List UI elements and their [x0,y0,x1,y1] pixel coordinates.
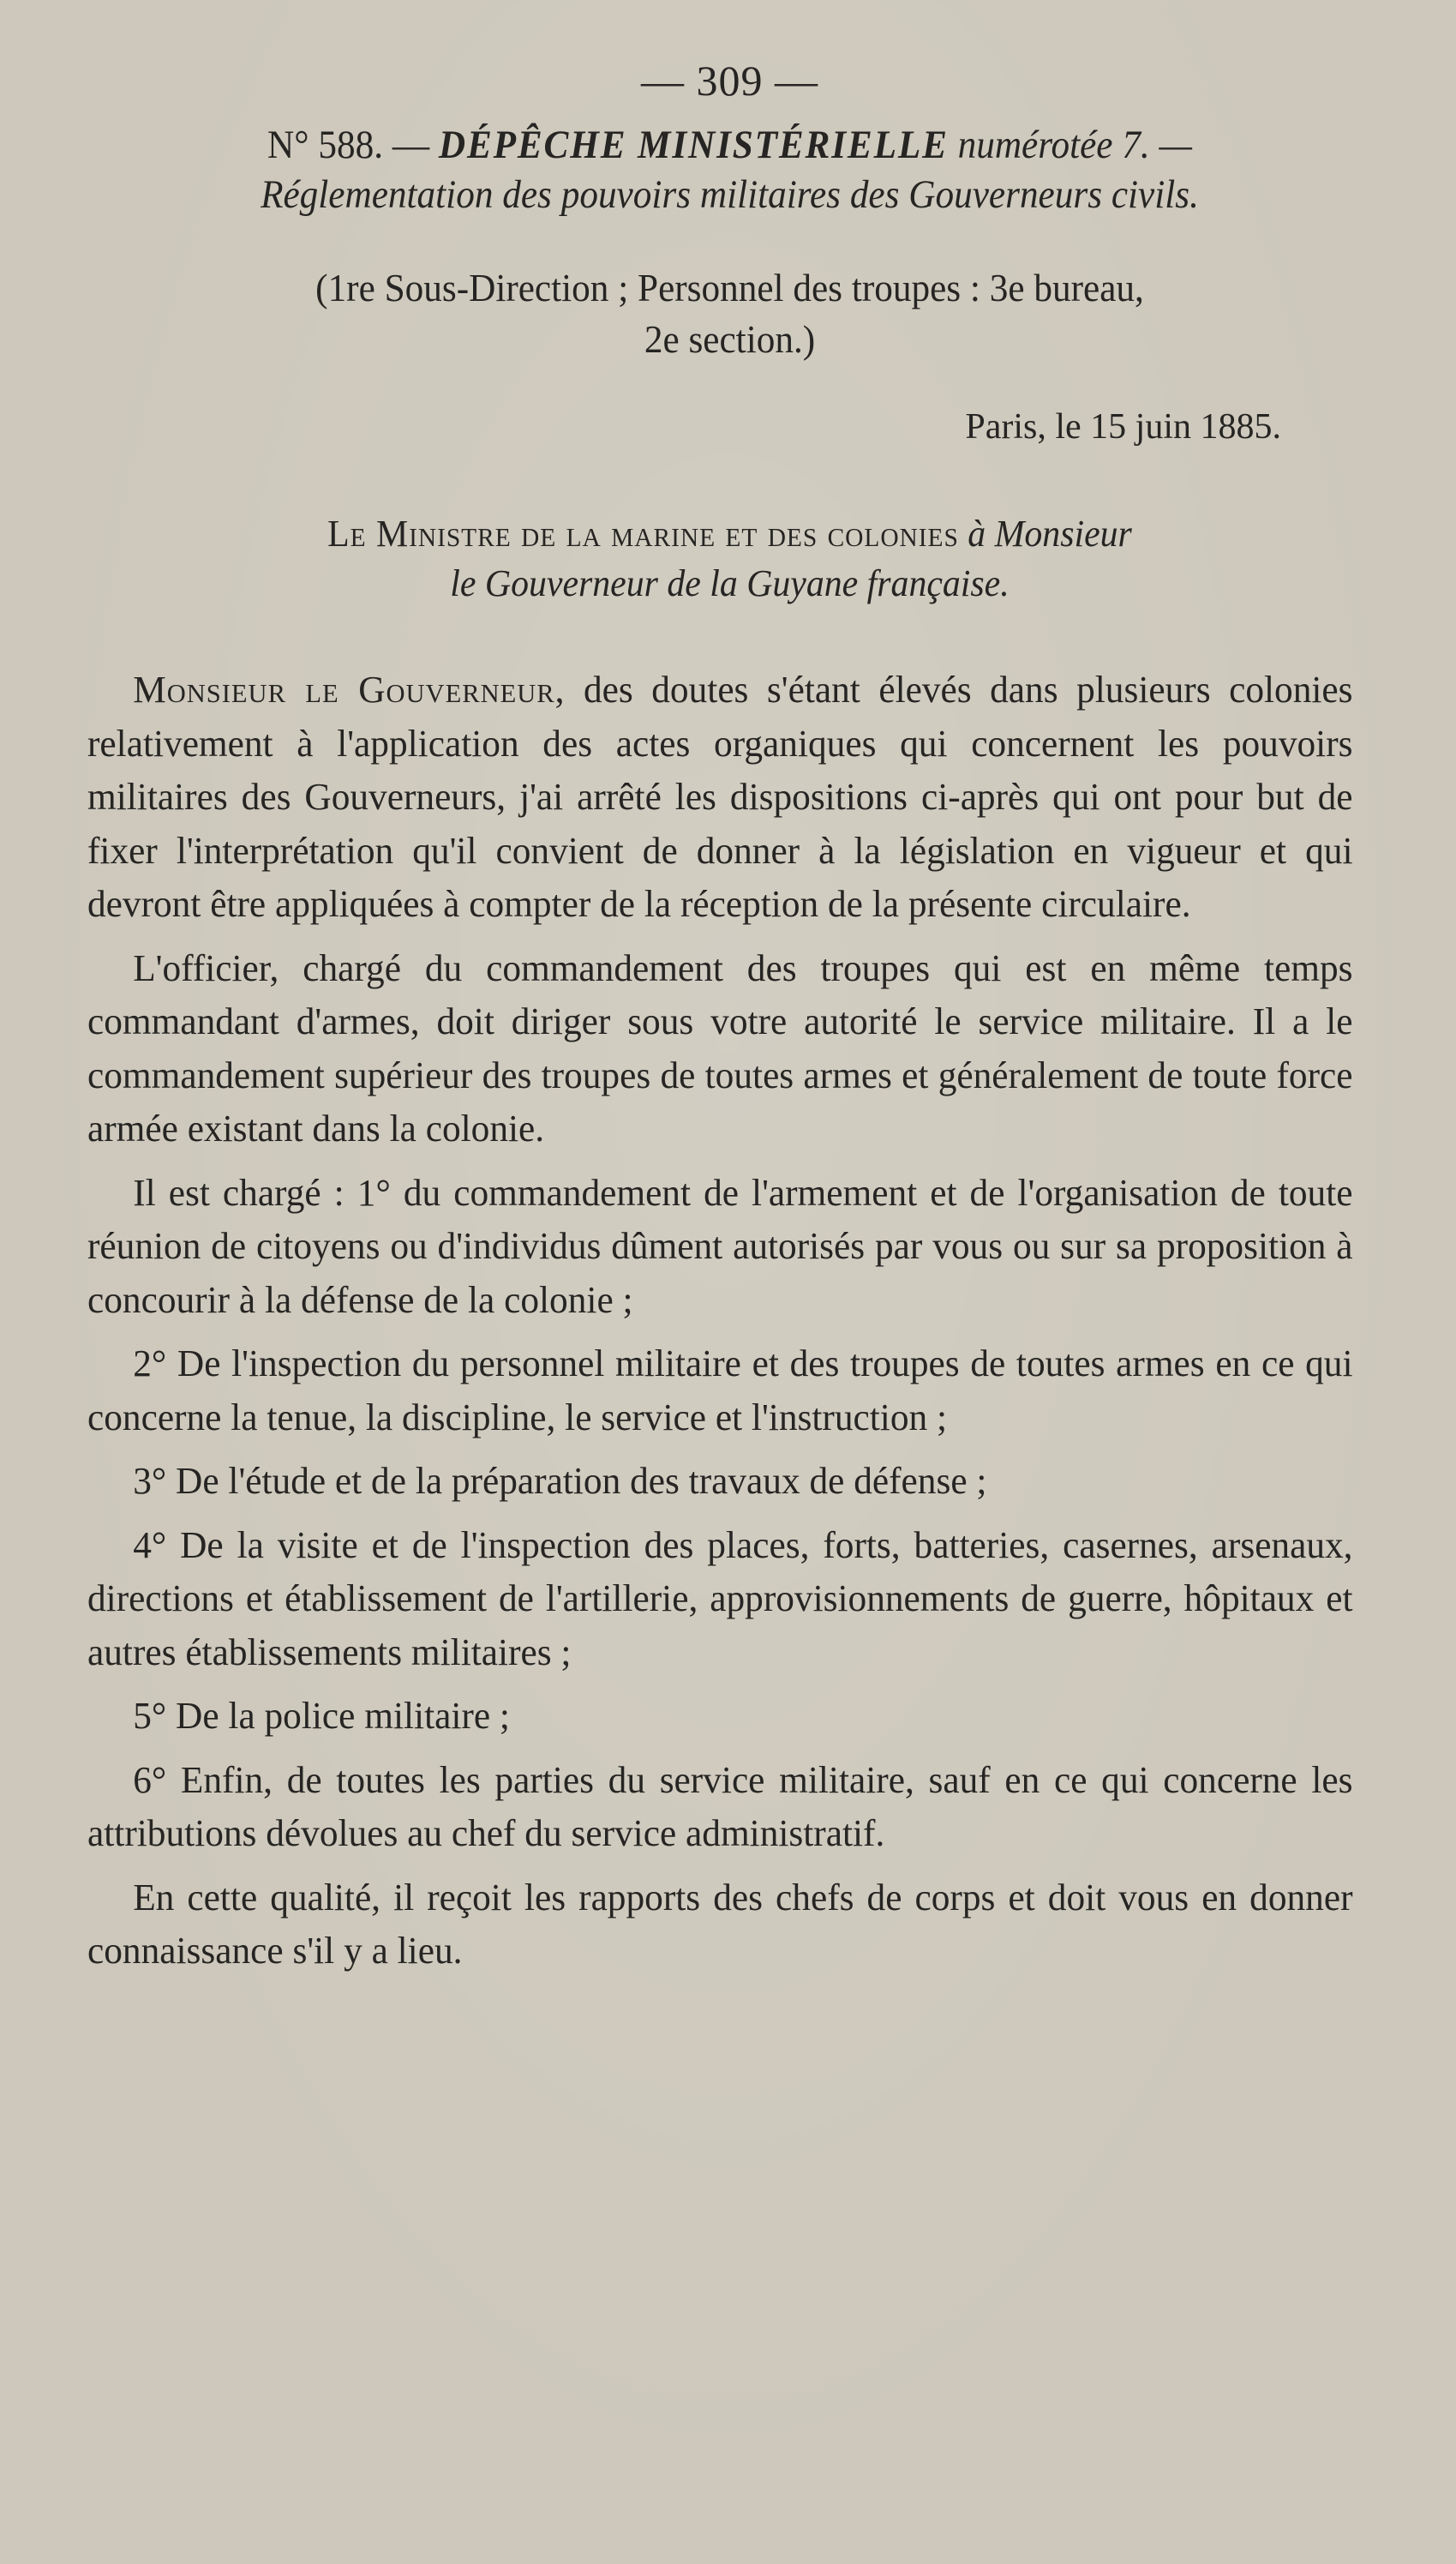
document-heading [139,120,1321,170]
paragraph-1 [87,664,1353,932]
paragraph-9: En cette qualité, il reçoit les rapports des chefs de corps et doit vous en donner connaissance s'il y a lieu. [87,1876,1353,1972]
paragraph-8: 6° Enfin, de toutes les parties du service militaire, sauf en ce qui concerne les attributions dévolues au chef du service administratif. [87,1758,1353,1854]
paragraph-6: 4° De la visite et de l'inspection des places, forts, batteries, casernes, arsenaux, directions et établissement de l'artillerie, approvisionnements de guerre, hôpitaux et autres établissements militaires ; [87,1523,1353,1673]
paragraph-2: L'officier, chargé du commandement des troupes qui est en même temps commandant d'armes, doit diriger sous votre autorité le service militaire. Il a le commandement supérieur des troupes de toutes armes et généralement de toute force armée existant dans la colonie. [87,946,1353,1150]
dispatch-title: DÉPÊCHE MINISTÉRIELLE [438,123,949,167]
dispatch-numbering: numérotée 7. — [957,123,1192,167]
paragraph-7: 5° De la police militaire ; [133,1695,510,1737]
addressee-prefix: à Monsieur [968,513,1132,555]
recipient: le Gouverneur de la Guyane française. [450,562,1010,604]
direction-line-1: (1re Sous-Direction ; Personnel des troupes : 3e bureau, [315,266,1144,309]
paragraph-3: Il est chargé : 1° du commandement de l'armement et de l'organisation de toute réunion de citoyens ou d'individus dûment autorisés par vous ou sur sa proposition à concourir à la défense de la colonie ; [87,1171,1353,1321]
dispatch-number: N° 588. — [267,123,430,167]
page-number: — 309 — [641,57,818,105]
sender: Le Ministre de la marine et des colonies [327,513,959,555]
salutation: Monsieur le Gouverneur, [133,669,566,711]
place-date: Paris, le 15 juin 1885. [965,407,1281,447]
paragraph-5: 3° De l'étude et de la préparation des travaux de défense ; [133,1460,987,1502]
dispatch-subtitle: Réglementation des pouvoirs militaires des Gouverneurs civils. [261,172,1199,217]
paragraph-4: 2° De l'inspection du personnel militaire et des troupes de toutes armes en ce qui concerne la tenue, la discipline, le service et l'instruction ; [87,1342,1353,1438]
direction-line-2: 2e section.) [644,317,816,361]
letter-body [87,664,1353,1979]
paragraph-1-text: des doutes s'étant élevés dans plusieurs colonies relativement à l'application des actes organiques qui concernent les pouvoirs militaires des Gouverneurs, j'ai arrêté les dispositions ci-après qui ont pour but de fixer l'interprétation qu'il convient de donner à la législation en vigueur et qui devront être appliquées à compter de la réception de la présente circulaire. [87,669,1353,925]
direction-block [126,262,1333,365]
address-block [119,509,1339,609]
